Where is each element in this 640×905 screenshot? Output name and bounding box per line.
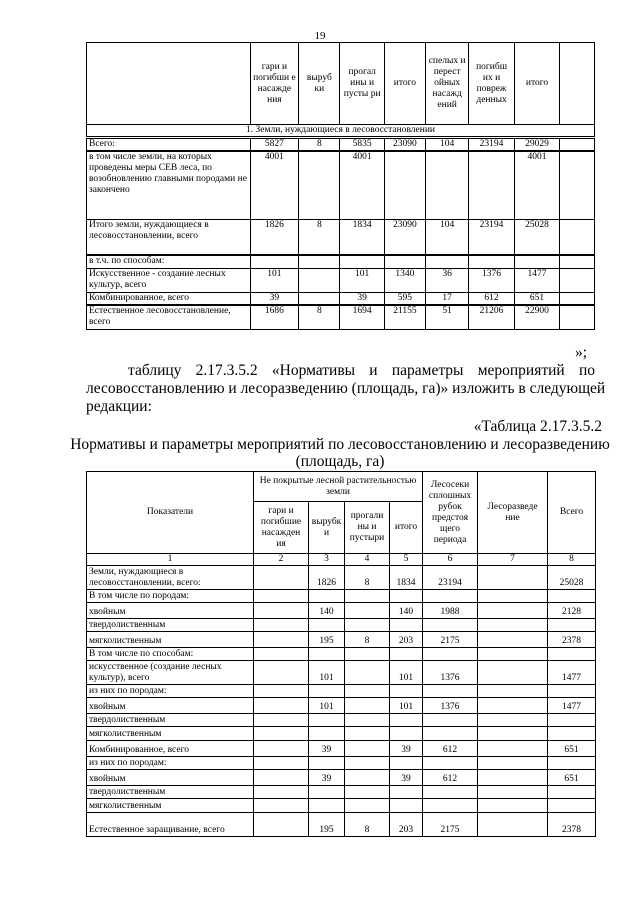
table1-cell: [426, 151, 469, 219]
table2-row-label: хвойным: [87, 698, 254, 714]
table1-row-label: Комбинированное, всего: [87, 292, 251, 305]
table2-cell: [254, 661, 309, 685]
table1-cell: 612: [469, 292, 514, 305]
table2-cell: [423, 727, 478, 741]
table1-cell: [384, 255, 425, 268]
table-land-restoration: [86, 42, 595, 330]
table2-row-label: искусственное (создание лесных культур), всего: [87, 661, 254, 685]
table1-row-label: в том числе земли, на которых проведены меры СЕВ леса, по возобновлению главными породами не закончено: [87, 151, 251, 219]
table2-cell: [309, 799, 345, 813]
column-numbers-row: [87, 554, 596, 566]
table1-cell: 1477: [514, 268, 559, 292]
table1-cell: 25028: [514, 219, 559, 255]
table1-cell: 1694: [340, 305, 384, 329]
table2-cell: [345, 799, 390, 813]
table2-cell: [254, 566, 309, 590]
table2-row-label: твердолиственным: [87, 714, 254, 727]
table2-cell: [423, 648, 478, 661]
table1-cell: 51: [426, 305, 469, 329]
table2-row-label: Земли, нуждающиеся в лесовосстановлении, всего:: [87, 566, 254, 590]
table2-cell: 140: [309, 603, 345, 619]
table2-cell: [254, 770, 309, 786]
table1-row: [87, 151, 595, 219]
table2-cell: [254, 741, 309, 757]
table2-cell: 39: [309, 741, 345, 757]
table2-cell: [548, 714, 596, 727]
table1-cell: [384, 151, 425, 219]
table2-cell: 195: [309, 813, 345, 837]
table2-row: [87, 757, 596, 770]
table2-cell: 651: [548, 770, 596, 786]
table1-cell: [250, 255, 299, 268]
table2-cell: 8: [345, 813, 390, 837]
table1-header-cell: гари и погибши е насажде ния: [250, 43, 299, 125]
header-clearcut: Лесосеки сплошных рубок предстоя щего периода: [423, 472, 478, 554]
table2-cell: 1834: [390, 566, 423, 590]
table1-cell: 21206: [469, 305, 514, 329]
table1-row-label: в т.ч. по способам:: [87, 255, 251, 268]
table2-cell: 8: [345, 632, 390, 648]
paragraph-line-1: таблицу 2.17.3.5.2 «Нормативы и параметры мероприятий по: [128, 362, 595, 379]
table2-cell: 203: [390, 813, 423, 837]
table2-cell: [478, 799, 548, 813]
table1-cell: 8: [299, 219, 340, 255]
table-norms-parameters: [86, 471, 596, 837]
table-title-line-2: (площадь, га): [295, 453, 385, 470]
table2-cell: [345, 648, 390, 661]
table-title-line-1: Нормативы и параметры мероприятий по лесовосстановлению и лесоразведению: [70, 436, 610, 453]
table2-cell: [345, 757, 390, 770]
table1-cell: 23194: [469, 138, 514, 152]
table1-cell-extra: [560, 151, 595, 219]
table2-cell: [548, 619, 596, 632]
table2-row-label: Естественное заращивание, всего: [87, 813, 254, 837]
table1-cell: [340, 255, 384, 268]
table2-row: [87, 741, 596, 757]
table1-row: [87, 305, 595, 329]
table2-cell: [478, 757, 548, 770]
table2-cell: 1826: [309, 566, 345, 590]
table1-cell-extra: [560, 255, 595, 268]
table2-cell: [345, 603, 390, 619]
table2-row: [87, 566, 596, 590]
table1-row: [87, 268, 595, 292]
table2-cell: [478, 566, 548, 590]
page-number: 19: [314, 30, 326, 42]
table2-cell: [390, 648, 423, 661]
table2-row-label: из них по породам:: [87, 757, 254, 770]
table1-cell: 4001: [250, 151, 299, 219]
table1-cell: 101: [250, 268, 299, 292]
table2-cell: 140: [390, 603, 423, 619]
header-indicator: Показатели: [87, 472, 254, 554]
table1-cell: [426, 255, 469, 268]
table1-cell: 23090: [384, 138, 425, 152]
table2-cell: [345, 661, 390, 685]
table2-cell: 651: [548, 741, 596, 757]
table2-cell: [390, 757, 423, 770]
table2-cell: [548, 799, 596, 813]
column-number: 3: [309, 554, 345, 566]
table2-cell: [309, 685, 345, 698]
table2-cell: [345, 590, 390, 603]
table2-cell: [478, 786, 548, 799]
table1-cell: 104: [426, 219, 469, 255]
table1-cell-extra: [560, 138, 595, 152]
table1-row-label: Итого земли, нуждающиеся в лесовосстановлении, всего: [87, 219, 251, 255]
table1-cell: 4001: [514, 151, 559, 219]
table2-cell: [309, 714, 345, 727]
table2-cell: [254, 813, 309, 837]
column-number: 2: [254, 554, 309, 566]
table2-cell: 612: [423, 741, 478, 757]
table2-cell: [478, 714, 548, 727]
table1-cell: 22900: [514, 305, 559, 329]
table2-cell: 2378: [548, 813, 596, 837]
table2-row-label: мягколиственным: [87, 799, 254, 813]
table2-row: [87, 661, 596, 685]
table1-cell: [469, 255, 514, 268]
table2-cell: [390, 714, 423, 727]
table1-header-cell: [560, 43, 595, 125]
table2-row-label: В том числе по способам:: [87, 648, 254, 661]
header-cuts: вырубк и: [309, 502, 345, 554]
table2-row: [87, 590, 596, 603]
table2-cell: [254, 685, 309, 698]
table2-row-label: Комбинированное, всего: [87, 741, 254, 757]
table1-header-cell: погибш их и повреж денных: [469, 43, 514, 125]
column-number: 4: [345, 554, 390, 566]
table2-row: [87, 685, 596, 698]
table2-cell: [390, 799, 423, 813]
table1-cell: 21155: [384, 305, 425, 329]
table1-cell: 1376: [469, 268, 514, 292]
column-number: 6: [423, 554, 478, 566]
table2-row: [87, 698, 596, 714]
header-total: итого: [390, 502, 423, 554]
table2-cell: 39: [390, 770, 423, 786]
table2-cell: [478, 619, 548, 632]
table1-cell: 5835: [340, 138, 384, 152]
table1-cell: 8: [299, 138, 340, 152]
table2-row: [87, 799, 596, 813]
table2-cell: [254, 757, 309, 770]
table2-cell: 2378: [548, 632, 596, 648]
table2-cell: [423, 685, 478, 698]
table2-cell: 1988: [423, 603, 478, 619]
table2-cell: [423, 799, 478, 813]
header-all: Всего: [548, 472, 596, 554]
table1-header-cell: прогал ины и пусты ри: [340, 43, 384, 125]
table1-cell: 4001: [340, 151, 384, 219]
table1-header-row: [87, 43, 595, 125]
table2-row: [87, 603, 596, 619]
table1-cell: 1834: [340, 219, 384, 255]
table2-cell: 101: [309, 698, 345, 714]
table1-cell: 23194: [469, 219, 514, 255]
table1-cell-extra: [560, 292, 595, 305]
table2-cell: [254, 648, 309, 661]
table2-cell: [478, 698, 548, 714]
table1-cell: 1340: [384, 268, 425, 292]
table2-cell: [478, 632, 548, 648]
table2-cell: 39: [390, 741, 423, 757]
table2-cell: [254, 714, 309, 727]
table2-row: [87, 619, 596, 632]
table2-row-label: В том числе по породам:: [87, 590, 254, 603]
table1-cell: [299, 255, 340, 268]
table1-cell: [299, 292, 340, 305]
table2-row: [87, 813, 596, 837]
column-number: 8: [548, 554, 596, 566]
table1-cell: 8: [299, 305, 340, 329]
table2-cell: [254, 799, 309, 813]
table2-cell: [309, 727, 345, 741]
table2-cell: [309, 757, 345, 770]
table2-cell: [548, 685, 596, 698]
table1-cell: [514, 255, 559, 268]
table2-cell: [345, 714, 390, 727]
table1-row-label: Искусственное - создание лесных культур, всего: [87, 268, 251, 292]
table2-cell: 2128: [548, 603, 596, 619]
table2-cell: [390, 590, 423, 603]
table1-header-cell: итого: [514, 43, 559, 125]
table2-cell: [423, 714, 478, 727]
table1-cell: 595: [384, 292, 425, 305]
table1-cell: [469, 151, 514, 219]
table2-cell: [345, 619, 390, 632]
table2-cell: [478, 590, 548, 603]
table1-cell: 651: [514, 292, 559, 305]
table-label: «Таблица 2.17.3.5.2: [473, 418, 602, 435]
table1-header-cell: выруб ки: [299, 43, 340, 125]
table2-cell: 101: [309, 661, 345, 685]
table2-cell: [254, 590, 309, 603]
table2-cell: 23194: [423, 566, 478, 590]
table1-cell: 5827: [250, 138, 299, 152]
table2-cell: [478, 603, 548, 619]
table2-row-label: хвойным: [87, 603, 254, 619]
header-glades: прогали ны и пустыри: [345, 502, 390, 554]
table2-cell: [478, 661, 548, 685]
table2-cell: [548, 648, 596, 661]
table2-cell: [478, 648, 548, 661]
table2-row: [87, 770, 596, 786]
table1-cell-extra: [560, 219, 595, 255]
table2-cell: 8: [345, 566, 390, 590]
table2-cell: 203: [390, 632, 423, 648]
table2-row-label: мягколиственным: [87, 727, 254, 741]
table2-cell: 2175: [423, 813, 478, 837]
table2-cell: [478, 685, 548, 698]
table2-cell: [548, 786, 596, 799]
table1-cell-extra: [560, 305, 595, 329]
table1-header-cell: [87, 43, 251, 125]
table1-cell: 101: [340, 268, 384, 292]
table2-cell: [345, 786, 390, 799]
table2-row-label: твердолиственным: [87, 786, 254, 799]
table1-cell: [299, 268, 340, 292]
table2-cell: [254, 619, 309, 632]
table2-cell: [309, 648, 345, 661]
table1-row: [87, 292, 595, 305]
table2-cell: [254, 632, 309, 648]
table2-cell: [345, 727, 390, 741]
table2-cell: [254, 698, 309, 714]
closing-quote: »;: [575, 344, 588, 361]
table1-cell: 29029: [514, 138, 559, 152]
table1-cell: 17: [426, 292, 469, 305]
table2-cell: [390, 619, 423, 632]
table2-cell: [254, 727, 309, 741]
table2-cell: 195: [309, 632, 345, 648]
table2-cell: [390, 685, 423, 698]
table1-cell: 1686: [250, 305, 299, 329]
table1-cell: 39: [340, 292, 384, 305]
table2-cell: [309, 619, 345, 632]
table2-cell: [478, 727, 548, 741]
table2-data: [87, 566, 596, 837]
table1-section-title: 1. Земли, нуждающиеся в лесовосстановлении: [87, 125, 595, 138]
table1-row-label: Естественное лесовосстановление, всего: [87, 305, 251, 329]
table1-row: [87, 138, 595, 152]
table2-cell: [390, 727, 423, 741]
table2-cell: [309, 590, 345, 603]
table2-row: [87, 648, 596, 661]
table2-cell: [478, 770, 548, 786]
table2-cell: 1376: [423, 698, 478, 714]
table2-row-label: твердолиственным: [87, 619, 254, 632]
table2-cell: 1477: [548, 698, 596, 714]
table1-cell-extra: [560, 268, 595, 292]
table1-cell: 1826: [250, 219, 299, 255]
table1-header-cell: спелых и перест ойных насажд ений: [426, 43, 469, 125]
table2-cell: 1376: [423, 661, 478, 685]
table2-row-label: мягколиственным: [87, 632, 254, 648]
table1-cell: 39: [250, 292, 299, 305]
table2-cell: [423, 590, 478, 603]
paragraph-line-2: лесовосстановлению и лесоразведению (площадь, га)» изложить в следующей: [86, 380, 606, 397]
table2-cell: 25028: [548, 566, 596, 590]
table2-cell: 39: [309, 770, 345, 786]
table2-cell: [254, 786, 309, 799]
table2-cell: 101: [390, 698, 423, 714]
table2-cell: [254, 603, 309, 619]
table2-cell: [309, 786, 345, 799]
header-afforestation: Лесоразведе ние: [478, 472, 548, 554]
table2-row: [87, 727, 596, 741]
table2-cell: [478, 741, 548, 757]
table2-cell: [390, 786, 423, 799]
table2-cell: [345, 698, 390, 714]
header-group-unforested: Не покрытые лесной растительностью земли: [254, 472, 423, 502]
table2-cell: 2175: [423, 632, 478, 648]
table2-cell: [423, 757, 478, 770]
table2-cell: [345, 770, 390, 786]
table2-cell: [548, 590, 596, 603]
table2-cell: 1477: [548, 661, 596, 685]
table2-row: [87, 632, 596, 648]
table1-row: [87, 255, 595, 268]
table2-cell: 101: [390, 661, 423, 685]
table1-header-cell: итого: [384, 43, 425, 125]
table1-row-label: Всего:: [87, 138, 251, 152]
table2-cell: [423, 619, 478, 632]
table2-row-label: хвойным: [87, 770, 254, 786]
column-number: 1: [87, 554, 254, 566]
paragraph-line-3: редакции:: [86, 398, 152, 415]
table2-cell: [345, 741, 390, 757]
table2-cell: [478, 813, 548, 837]
table1-row: [87, 219, 595, 255]
table2-row-label: из них по породам:: [87, 685, 254, 698]
table1-cell: 36: [426, 268, 469, 292]
header-fires: гари и погибшие насажден ия: [254, 502, 309, 554]
table2-cell: 612: [423, 770, 478, 786]
table2-body: [87, 472, 596, 566]
table2-cell: [345, 685, 390, 698]
column-number: 5: [390, 554, 423, 566]
table1-cell: 23090: [384, 219, 425, 255]
table2-cell: [548, 757, 596, 770]
table1-cell: 104: [426, 138, 469, 152]
table2-cell: [423, 786, 478, 799]
column-number: 7: [478, 554, 548, 566]
table1-cell: [299, 151, 340, 219]
table1-section-row: [87, 125, 595, 138]
table2-cell: [548, 727, 596, 741]
table2-row: [87, 786, 596, 799]
table1-body: [87, 43, 595, 330]
table2-row: [87, 714, 596, 727]
